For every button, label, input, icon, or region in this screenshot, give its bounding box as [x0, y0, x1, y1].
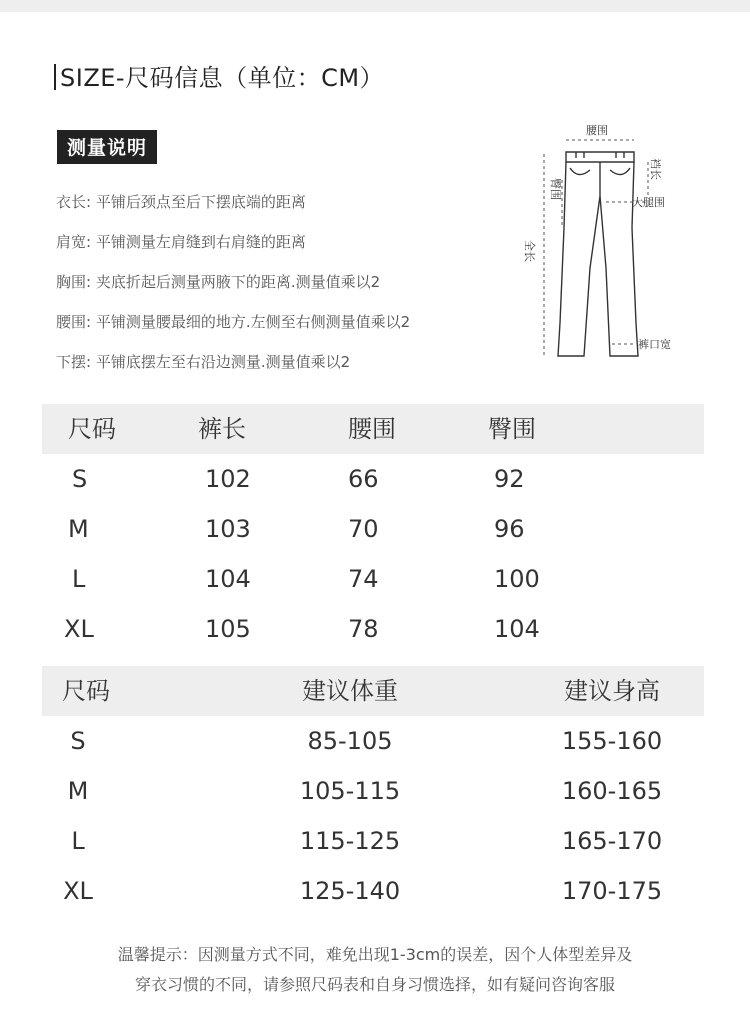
- size-table: [42, 404, 704, 654]
- cell-length: 105: [205, 615, 251, 643]
- header-size: 尺码: [68, 415, 116, 443]
- cell-weight: 115-125: [299, 827, 401, 855]
- footer-line: 穿衣习惯的不同，请参照尺码表和自身习惯选择，如有疑问咨询客服: [134, 975, 615, 994]
- cell-size: L: [72, 565, 86, 593]
- cell-height: 170-175: [561, 877, 663, 905]
- pants-outline: [558, 152, 638, 356]
- instructions: [56, 190, 526, 390]
- cell-size: XL: [63, 877, 93, 905]
- diagram-label-length: 全长: [523, 240, 536, 262]
- table-row: [42, 504, 704, 554]
- cell-size: S: [70, 727, 86, 755]
- header-weight: 建议体重: [302, 677, 398, 705]
- diagram-label-thigh: 大腿围: [632, 196, 665, 209]
- footer-line: 温馨提示：因测量方式不同，难免出现1-3cm的误差，因个人体型差异及: [117, 945, 633, 964]
- cell-waist: 74: [348, 565, 379, 593]
- cell-size: XL: [64, 615, 94, 643]
- pants-diagram: [520, 118, 730, 378]
- instruction-chest: 胸围: 夹底折起后测量两腋下的距离.测量值乘以2: [56, 273, 381, 291]
- table-row: [42, 766, 704, 816]
- cell-size: S: [72, 465, 88, 493]
- top-band: [0, 0, 750, 12]
- cell-weight: 105-115: [299, 777, 401, 805]
- recommend-table-header: [42, 666, 704, 716]
- title-bar: [54, 64, 56, 90]
- cell-hip: 92: [494, 465, 525, 493]
- cell-length: 104: [205, 565, 251, 593]
- footer-note: [0, 940, 750, 1000]
- cell-height: 155-160: [561, 727, 663, 755]
- table-row: [42, 454, 704, 504]
- cell-hip: 100: [494, 565, 540, 593]
- page-title: [54, 58, 384, 93]
- diagram-label-hem: 裤口宽: [638, 338, 671, 351]
- cell-height: 165-170: [561, 827, 663, 855]
- cell-hip: 96: [494, 515, 525, 543]
- cell-hip: 104: [494, 615, 540, 643]
- instruction-waist: 腰围: 平铺测量腰最细的地方.左侧至右侧测量值乘以2: [56, 313, 411, 331]
- instruction-hem: 下摆: 平铺底摆左至右沿边测量.测量值乘以2: [56, 353, 351, 371]
- diagram-label-waist: 腰围: [586, 124, 608, 137]
- size-table-header: [42, 404, 704, 454]
- table-row: [42, 604, 704, 654]
- cell-height: 160-165: [561, 777, 663, 805]
- diagram-label-hip: 臀围: [549, 178, 562, 200]
- table-row: [42, 816, 704, 866]
- header-hip: 臀围: [488, 415, 536, 443]
- cell-size: L: [71, 827, 85, 855]
- measure-heading: 测量说明: [57, 130, 157, 164]
- header-pants-length: 裤长: [198, 415, 246, 443]
- cell-size: M: [68, 515, 89, 543]
- table-row: [42, 554, 704, 604]
- pants-diagram-svg: [520, 118, 730, 378]
- cell-weight: 85-105: [307, 727, 393, 755]
- recommend-table: [42, 666, 704, 916]
- cell-weight: 125-140: [299, 877, 401, 905]
- cell-waist: 66: [348, 465, 379, 493]
- header-size: 尺码: [62, 677, 110, 705]
- cell-length: 103: [205, 515, 251, 543]
- diagram-label-rise: 裆长: [649, 158, 662, 180]
- table-row: [42, 866, 704, 916]
- instruction-shoulder: 肩宽: 平铺测量左肩缝到右肩缝的距离: [56, 233, 306, 251]
- header-waist: 腰围: [348, 415, 396, 443]
- table-row: [42, 716, 704, 766]
- cell-length: 102: [205, 465, 251, 493]
- cell-waist: 70: [348, 515, 379, 543]
- header-height: 建议身高: [564, 677, 660, 705]
- cell-size: M: [67, 777, 89, 805]
- page-title-text: SIZE-尺码信息（单位：CM）: [60, 64, 385, 92]
- instruction-length: 衣长: 平铺后颈点至后下摆底端的距离: [56, 193, 306, 211]
- cell-waist: 78: [348, 615, 379, 643]
